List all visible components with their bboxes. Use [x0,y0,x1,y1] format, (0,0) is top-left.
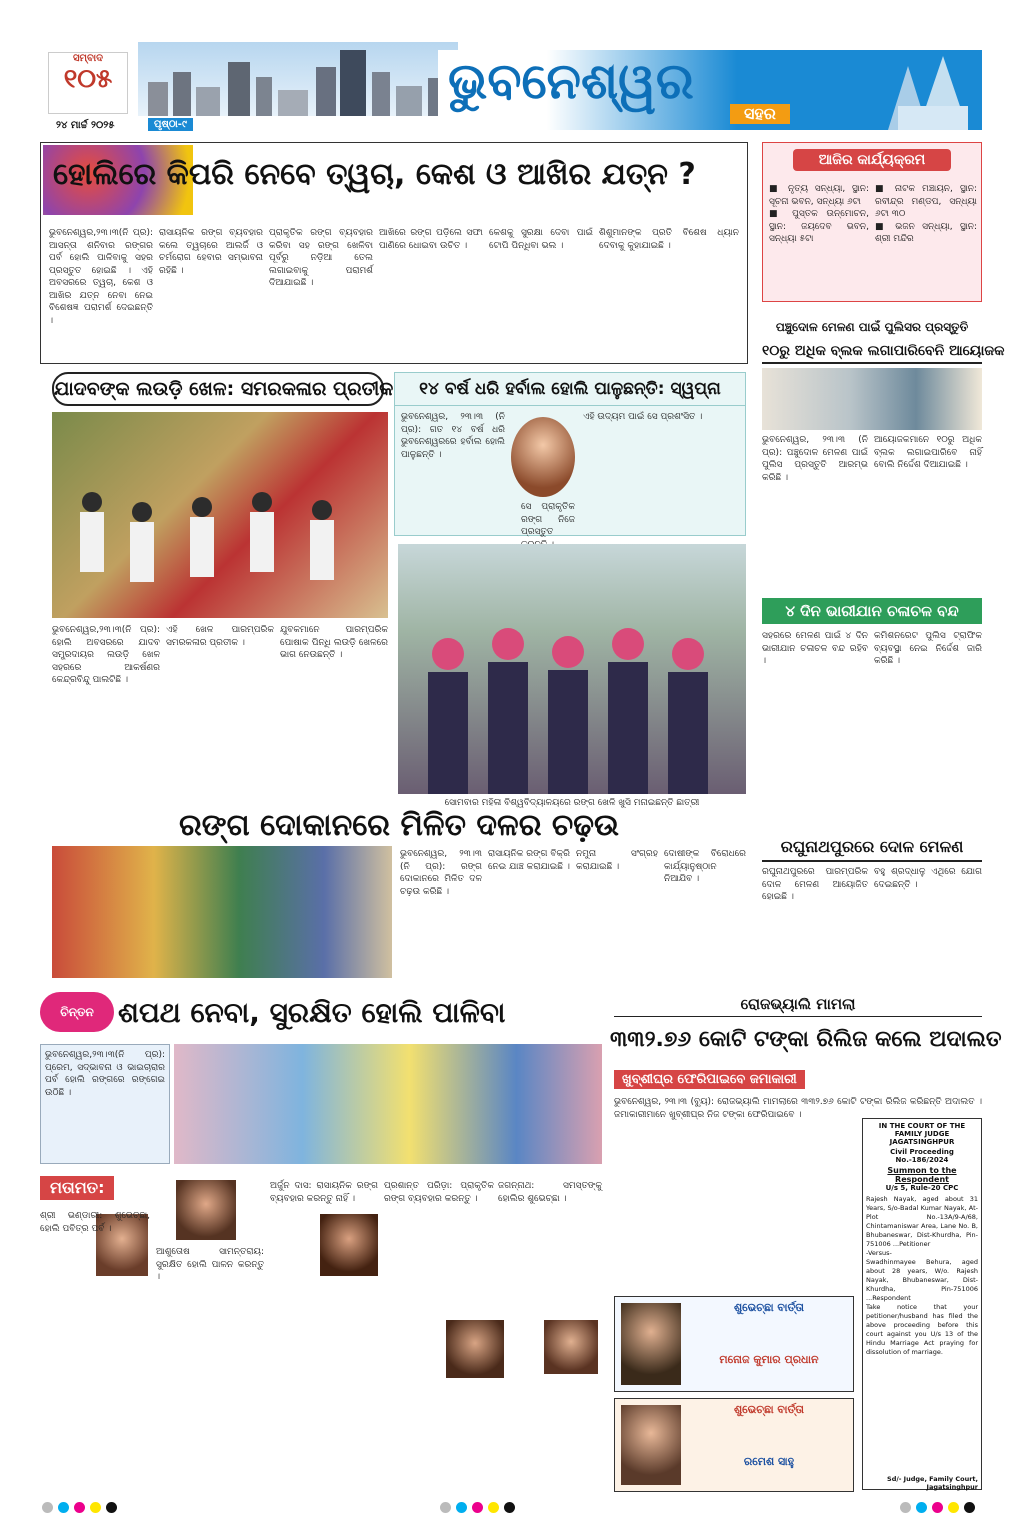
temple-image [858,46,982,130]
opinion-col-1: ଶ୍ରୀ ଭଣ୍ଡାରୀ: ଶୁଭେଚ୍ଛା, ହୋଲି ପବିତ୍ର ପର୍ବ । [40,1211,153,1234]
raid-photo [52,846,392,978]
pledge-logo-text: ଚିନ୍ତନ [60,1005,94,1019]
dola-headline: ୧୦ରୁ ଅଧିକ ବ୍ଲକ ଲଗାପାରିବେନି ଆୟୋଜକ [762,340,982,364]
lead-col-5: କେଶକୁ ସୁରକ୍ଷା ଦେବା ପାଇଁ ଟୋପି ପିନ୍ଧିବା ଭଲ । [489,228,596,251]
ad-1-title: ଶୁଭେଚ୍ଛା ବାର୍ତ୍ତା [733,1301,805,1314]
logo-number: ୧୦୫ [63,64,113,94]
lead-headline: ହୋଲିରେ କିପରି ନେବେ ତ୍ୱଚା, କେଶ ଓ ଆଖିର ଯତ୍ନ ? [53,157,696,192]
date: ୨୪ ମାର୍ଚ୍ଚ ୨୦୨୫ [56,120,115,131]
ad-1-name: ମନୋଜ କୁମାର ପ୍ରଧାନ [719,1353,819,1366]
dola-col-2: ଆୟୋଜକମାନେ ୧୦ରୁ ଅଧିକ ବ୍ଲକ ଲଗାଇପାରିବେ ନାହିଁ ବୋଲି ନିର୍ଦ୍ଦେଶ ଦିଆଯାଇଛି । [874,435,985,470]
masthead [38,42,982,132]
lead-col-3: ପ୍ରାକୃତିକ ରଙ୍ଗ ବ୍ୟବହାର କରିବା ସହ ରଙ୍ଗ ଖେଳିବା ପୂର୍ବରୁ ନଡ଼ିଆ ତେଲ ଲଗାଇବାକୁ ପରାମର୍ଶ ଦିଆଯାଇଛି । [269,228,376,288]
ad-2-title: ଶୁଭେଚ୍ଛା ବାର୍ତ୍ତା [733,1403,805,1416]
events-col-1: ■ ନୃତ୍ୟ ସନ୍ଧ୍ୟା, ସ୍ଥାନ: ସୂଚନା ଭବନ, ସନ୍ଧ୍ୟା ୬ଟା ■ ପୁସ୍ତକ ଉନ୍ମୋଚନ, ସ୍ଥାନ: ଜୟଦେବ ଭବନ, ସନ୍ଧ୍ୟା ୫ଟା [769,184,869,244]
court-kicker: ରୋଜଭ୍ୟାଲି ମାମଲା [614,992,982,1017]
notice-body: Rajesh Nayak, aged about 31 Years, S/o-Badal Kumar Nayak, At-Plot No.-13A/9-A/68, Chintamaniswar Area, Lane No. B, Bhubaneswar, Dist-Khurdha, Pin-751006 ...Petitioner -Versus- Swadhinmayee Behura, aged about 28 years, W/o. Rajesh Nayak, Bhubaneswar, Dist-Khurdha, Pin-751006 ...Respondent Take notice that your petitioner/husband has filed the above proceeding before this court against you U/s 13 of the Hindu Marriage Act praying for dissolution of marriage. [866,1195,978,1356]
city-subtitle: ସହର [730,104,790,124]
lead-col-2: ରାସାୟନିକ ରଙ୍ଗ ବ୍ୟବହାର କଲେ ତ୍ୱଚାରେ ଆଲର୍ଜି ଓ ଚର୍ମରୋଗ ହେବାର ସମ୍ଭାବନା ରହିଛି । [159,228,266,276]
traffic-col-1: ସହରରେ ମେଳଣ ପାଇଁ ୪ ଦିନ ଭାରୀଯାନ ଚଳାଚଳ ବନ୍ଦ ରହିବ । [762,631,871,666]
lead-col-1: ଭୁବନେଶ୍ୱର,୨୩।୩(ନି ପ୍ର): ଆସନ୍ତା ଶନିବାର ରଙ୍ଗର ପର୍ବ ହୋଲି ପାଳିବାକୁ ସହର ପ୍ରସ୍ତୁତ ହୋଇଛି । ଏହି ଅବସରରେ ତ୍ୱଚା, କେଶ ଓ ଆଖିର ଯତ୍ନ ନେବା ନେଇ ବିଶେଷଜ୍ଞ ପରାମର୍ଶ ଦେଇଛନ୍ତି । [49,228,156,326]
yadav-headline-text: ଯାଦବଙ୍କ ଲଉଡ଼ି ଖେଳ: ସମରକଳାର ପ୍ରତୀକ [54,378,394,400]
students-caption: ସୋମବାର ମହିଳା ବିଶ୍ୱବିଦ୍ୟାଳୟରେ ରଙ୍ଗ ଖେଳି ଖୁସି ମନାଇଛନ୍ତି ଛାତ୍ରୀ [444,798,700,808]
dola-kicker: ପଞ୍ଚୁଦୋଳ ମେଳଣ ପାଇଁ ପୁଲିସର ପ୍ରସ୍ତୁତି [775,320,969,334]
dola-col-1: ଭୁବନେଶ୍ୱର, ୨୩।୩ (ନି ପ୍ର): ପଞ୍ଚୁଦୋଳ ମେଳଣ ପାଇଁ ପୁଲିସ ପ୍ରସ୍ତୁତି ଆରମ୍ଭ କରିଛି । [762,435,871,483]
yadav-photo [52,412,388,618]
notice-summons: Summon to the Respondent [887,1166,957,1184]
events-col-2: ■ ନାଟକ ମଞ୍ଚାୟନ, ସ୍ଥାନ: ରବୀନ୍ଦ୍ର ମଣ୍ଡପ, ସନ୍ଧ୍ୟା ୬ଟା ୩୦ ■ ଭଜନ ସନ୍ଧ୍ୟା, ସ୍ଥାନ: ଶ୍ରୀ ମନ୍ଦିର [875,184,977,244]
court-sub: ଖୁବ୍‌ଶୀଘ୍ର ଫେରିପାଇବେ ଜମାକାରୀ [614,1070,805,1089]
swapna-col-1: ଭୁବନେଶ୍ୱର, ୨୩।୩ (ନି ପ୍ର): ଗତ ୧୪ ବର୍ଷ ଧରି ଭୁବନେଶ୍ୱରରେ ହର୍ବାଲ ହୋଲି ପାଳୁଛନ୍ତି । [401,412,508,460]
pledge-box-text: ଭୁବନେଶ୍ୱର,୨୩।୩(ନି ପ୍ର): ପ୍ରେମ, ସଦ୍ଭାବନା ଓ ଭାଇଚାରାର ପର୍ବ ହୋଲି ରଙ୍ଗରେ ରଙ୍ଗେଇ ଉଠିଛି । [45,1050,168,1098]
raghunath-headline: ରଘୁନାଥପୁରରେ ଦୋଳ ମେଳଣ [762,834,982,862]
city-title: ଭୁବନେଶ୍ୱର [448,52,694,110]
raghunath-col-2: ବହୁ ଶ୍ରଦ୍ଧାଳୁ ଏଥିରେ ଯୋଗ ଦେଇଛନ୍ତି । [874,867,985,890]
opinion-col-4: ପ୍ରଶାନ୍ତ ପରିଡ଼ା: ପ୍ରାକୃତିକ ରଙ୍ଗ ବ୍ୟବହାର କରନ୍ତୁ । [384,1181,497,1204]
registration-marks-center [440,1498,520,1517]
raid-col-2: ରାସାୟନିକ ରଙ୍ଗ ବିକ୍ରି ନେଇ ଯାଞ୍ଚ କରାଯାଇଛି । [488,849,573,872]
skyline-image [138,42,458,116]
ad-2-name: ରମେଶ ସାହୁ [743,1455,795,1468]
notice-court-title: IN THE COURT OF THE FAMILY JUDGE JAGATSINGHPUR [878,1122,966,1146]
events-box [762,142,982,302]
yadav-col-3: ଯୁବକମାନେ ପାରମ୍ପରିକ ପୋଷାକ ପିନ୍ଧି ଲଉଡ଼ି ଖେଳରେ ଭାଗ ନେଉଛନ୍ତି । [280,625,391,660]
lead-col-4: ଆଖିରେ ରଙ୍ଗ ପଡ଼ିଲେ ସଫା ପାଣିରେ ଧୋଇବା ଉଚିତ । [379,228,486,251]
traffic-col-2: କମିଶନରେଟ ପୁଲିସ ଟ୍ରାଫିକ ବ୍ୟବସ୍ଥା ନେଇ ନିର୍ଦ୍ଦେଶ ଜାରି କରିଛି । [874,631,985,666]
pledge-logo [40,992,114,1032]
ad-2-photo [621,1405,681,1485]
opinion-col-3: ଅର୍ଜୁନ ଦାସ: ରାସାୟନିକ ରଙ୍ଗ ବ୍ୟବହାର କରନ୍ତୁ ନାହିଁ । [270,1181,381,1204]
court-notice [862,1118,982,1490]
raid-headline: ରଙ୍ଗ ଦୋକାନରେ ମିଳିତ ଦଳର ଚଢ଼ଉ [179,808,619,843]
court-body: ଭୁବନେଶ୍ୱର, ୨୩।୩ (ବ୍ୟୁ): ରୋଜଭ୍ୟାଲି ମାମଲାରେ ୩୩୨.୭୬ କୋଟି ଟଙ୍କା ରିଲିଜ କରିଛନ୍ତି ଅଦାଲତ । ଜମାକାରୀମାନେ ଖୁବ୍‌ଶୀଘ୍ର ନିଜ ଟଙ୍କା ଫେରିପାଇବେ । [614,1097,985,1120]
pledge-headline: ଶପଥ ନେବା, ସୁରକ୍ଷିତ ହୋଲି ପାଳିବା [118,996,506,1029]
raid-col-3: ନମୁନା ସଂଗ୍ରହ କରାଯାଇଛି । [576,849,661,872]
ad-1-photo [621,1303,681,1385]
notice-rule: U/s 5, Rule-20 CPC [885,1184,959,1192]
yadav-col-2: ଏହି ଖେଳ ପାରମ୍ପରିକ ସମରକଳାର ପ୍ରତୀକ । [166,625,277,648]
swapna-headline: ୧୪ ବର୍ଷ ଧରି ହର୍ବାଲ ହୋଲି ପାଳୁଛନ୍ତି: ସ୍ୱପ୍ନା [395,373,745,406]
opinion-col-5: ଜଗନ୍ନାଥ: ସମସ୍ତଙ୍କୁ ହୋଲିର ଶୁଭେଚ୍ଛା । [498,1181,605,1204]
opinion-title: ମତାମତ: [40,1176,114,1200]
notice-sign: Sd/- Judge, Family Court, Jagatsinghpur [887,1475,978,1491]
students-photo [398,544,746,794]
registration-marks-right [900,1498,980,1517]
lead-story [40,142,748,364]
swapna-col-2: ସେ ପ୍ରାକୃତିକ ରଙ୍ଗ ନିଜେ ପ୍ରସ୍ତୁତ [521,502,575,537]
page-number: ପୃଷ୍ଠା-୯ [148,118,193,131]
ad-1 [614,1296,854,1392]
swapna-box [394,372,746,536]
opinion-col-2: ଆଶୁତୋଷ ସାମନ୍ତରାୟ: ସୁରକ୍ଷିତ ହୋଲି ପାଳନ କରନ୍ତୁ । [156,1247,267,1282]
court-headline: ୩୩୨.୭୬ କୋଟି ଟଙ୍କା ରିଲିଜ କଲେ ଅଦାଲତ [610,1027,1002,1052]
logo [48,52,128,114]
notice-proceeding: Civil Proceeding No.-186/2024 [890,1148,954,1164]
yadav-col-1: ଭୁବନେଶ୍ୱର,୨୩।୩(ନି ପ୍ର): ହୋଲି ଅବସରରେ ଯାଦବ ସମ୍ପ୍ରଦାୟର ଲଉଡ଼ି ଖେଳ ସହରରେ ଆକର୍ଷଣର କେନ୍ଦ୍ରବିନ୍ଦୁ ପାଲଟିଛି । [52,625,163,685]
raid-col-4: ଦୋଷୀଙ୍କ ବିରୋଧରେ କାର୍ଯ୍ୟାନୁଷ୍ଠାନ ନିଆଯିବ । [664,849,749,884]
pledge-photo [174,1044,602,1164]
logo-top: ସମ୍ବାଦ [73,53,103,64]
swapna-col-3: ଏହି ଉଦ୍ୟମ ପାଇଁ ସେ ପ୍ରଶଂସିତ । [583,412,703,422]
swapna-photo [511,417,575,497]
events-title: ଆଜିର କାର୍ଯ୍ୟକ୍ରମ [793,149,951,171]
yadav-headline [52,372,394,406]
lead-col-6: ଶିଶୁମାନଙ୍କ ପ୍ରତି ବିଶେଷ ଧ୍ୟାନ ଦେବାକୁ କୁହାଯାଇଛି । [599,228,742,251]
opinion-photo-2 [176,1180,236,1240]
registration-marks-left [42,1498,122,1517]
ad-2 [614,1398,854,1492]
raid-col-1: ଭୁବନେଶ୍ୱର, ୨୩।୩ (ନି ପ୍ର): ରଙ୍ଗ ଦୋକାନରେ ମିଳିତ ଦଳ ଚଢ଼ଉ କରିଛି । [400,849,485,897]
traffic-headline: ୪ ଦିନ ଭାରୀଯାନ ଚଳାଚଳ ବନ୍ଦ [762,598,982,624]
pledge-box [40,1044,170,1164]
raghunath-col-1: ରଘୁନାଥପୁରରେ ପାରମ୍ପରିକ ଦୋଳ ମେଳଣ ଆୟୋଜିତ ହୋଇଛି । [762,867,871,902]
dola-photo [762,368,982,430]
